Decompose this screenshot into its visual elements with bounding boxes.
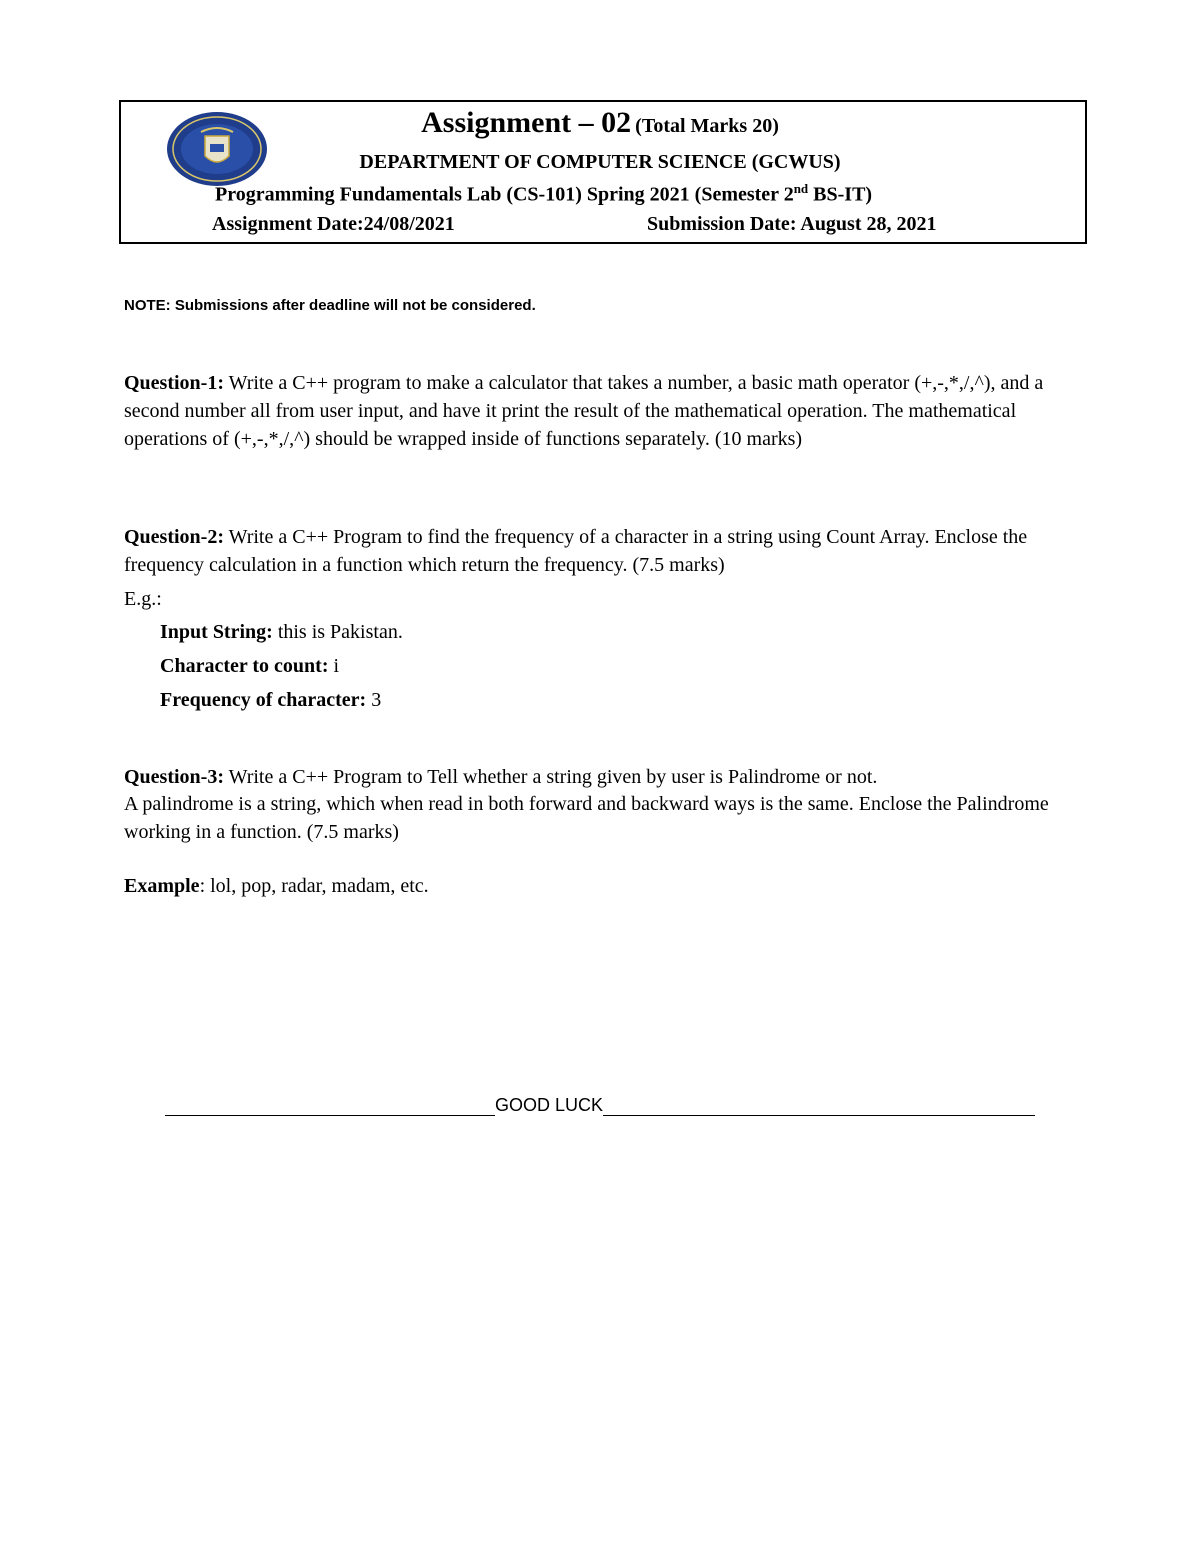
- title-marks: (Total Marks 20): [635, 115, 779, 137]
- question-2-text: Write a C++ Program to find the frequency of a character in a string using Count Array. Enclose the frequency calculation in a function which return the frequency. (7.5 marks): [124, 526, 1028, 576]
- example-frequency: Frequency of character: 3: [160, 689, 382, 711]
- footer-rule-right: [603, 1095, 1035, 1116]
- example-heading: E.g.:: [124, 588, 162, 610]
- question-1-text: Write a C++ program to make a calculator that takes a number, a basic math operator (+,-,*,/,^), and a second number all from user input, and have it print the result of the mathematical operation. The mathematical operations of (+,-,*,/,^) should be wrapped inside of functions separately. (10 marks): [124, 372, 1044, 450]
- question-3-description: A palindrome is a string, which when read in both forward and backward ways is the same. Enclose the Palindrome working in a function. (7.5 marks): [124, 793, 1049, 843]
- question-3: [124, 763, 1074, 791]
- question-3-text: Write a C++ Program to Tell whether a string given by user is Palindrome or not.: [224, 766, 878, 788]
- question-1-label: Question-1:: [124, 372, 224, 394]
- course-line: Programming Fundamentals Lab (CS-101) Spring 2021 (Semester 2nd BS-IT): [215, 181, 873, 206]
- footer-rule-left: [165, 1095, 495, 1116]
- department-name: DEPARTMENT OF COMPUTER SCIENCE (GCWUS): [359, 151, 841, 173]
- good-luck-text: GOOD LUCK: [495, 1095, 604, 1115]
- submission-date: Submission Date: August 28, 2021: [647, 213, 937, 235]
- question-3-label: Question-3:: [124, 766, 224, 788]
- example-input-string: Input String: this is Pakistan.: [160, 621, 403, 643]
- palindrome-example: Example: lol, pop, radar, madam, etc.: [124, 875, 429, 897]
- question-1: [124, 369, 1074, 453]
- title-main: Assignment – 02: [421, 106, 632, 139]
- question-2-label: Question-2:: [124, 526, 224, 548]
- question-2: [124, 523, 1074, 579]
- assignment-date: Assignment Date:24/08/2021: [212, 213, 455, 235]
- assignment-title: [0, 106, 1200, 140]
- deadline-note: NOTE: Submissions after deadline will not be considered.: [124, 297, 536, 314]
- example-character: Character to count: i: [160, 655, 340, 677]
- good-luck-footer: [165, 1095, 1035, 1116]
